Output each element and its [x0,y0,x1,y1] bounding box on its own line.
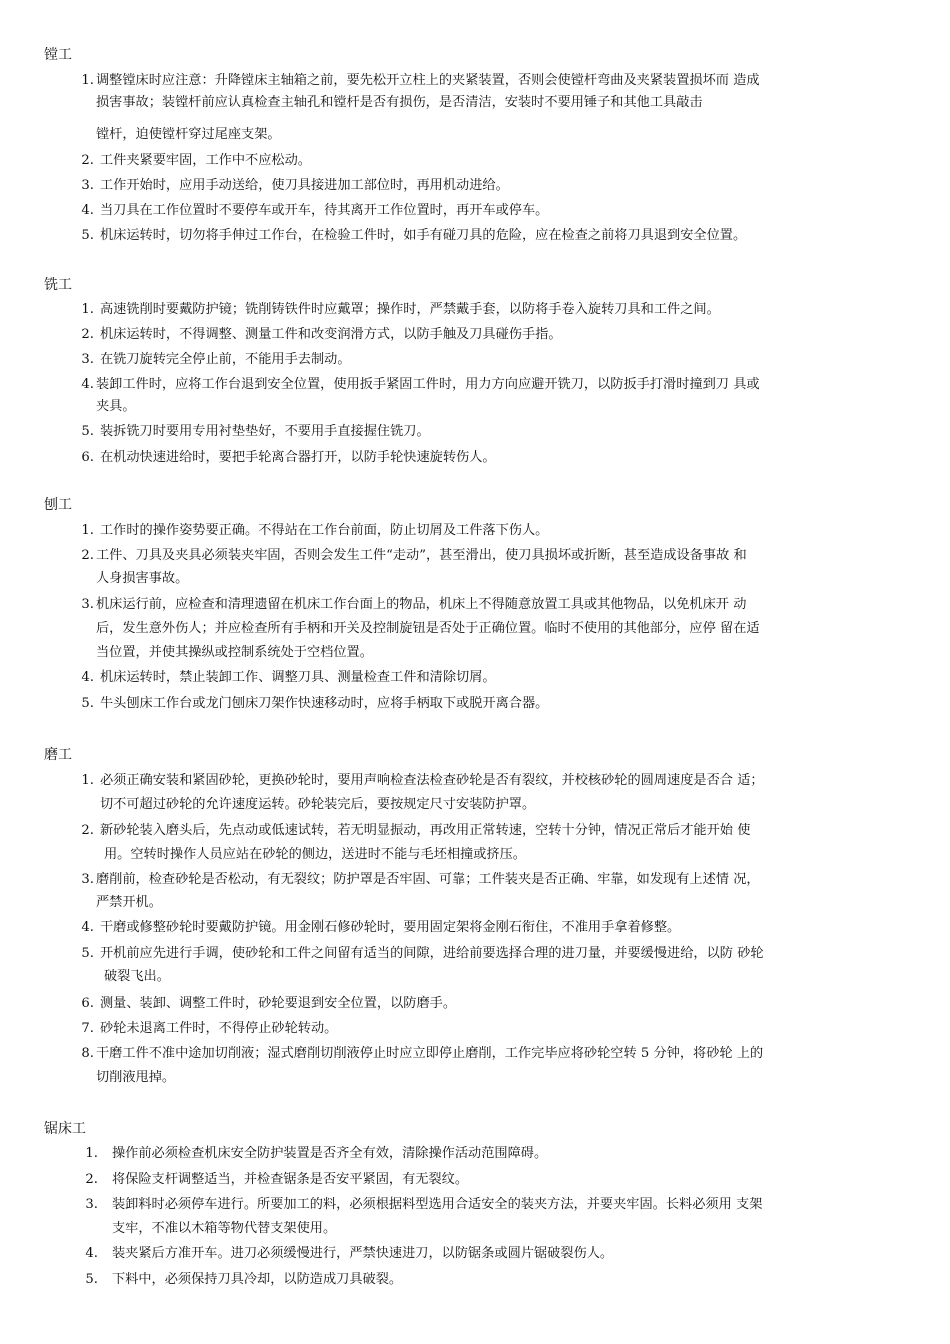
item-text-line: 破裂飞出。 [104,969,170,984]
item-text-line: 用。空转时操作人员应站在砂轮的侧边，送进时不能与毛坯相撞或挤压。 [104,847,526,862]
item-text-line: 在铣刀旋转完全停止前，不能用手去制动。 [100,352,351,367]
item-text-line: 镗杆，迫使镗杆穿过尾座支架。 [96,127,281,142]
item-text-line: 调整镗床时应注意：升降镗床主轴箱之前，要先松开立柱上的夹紧装置，否则会使镗杆弯曲及夹紧装置损坏而 造成 [96,73,760,88]
item-text-line: 装卸料时必须停车进行。所要加工的料，必须根据料型选用合适安全的装夹方法，并要夹牢固。长料必须用 支架 [112,1197,763,1212]
item-number: 2. [81,823,94,838]
item-number: 2. [81,327,94,342]
item-text-line: 工件夹紧要牢固，工作中不应松动。 [100,153,311,168]
item-text-line: 操作前必须检查机床安全防护装置是否齐全有效，清除操作活动范围障碍。 [112,1146,548,1161]
item-number: 5. [81,696,94,711]
item-text-line: 新砂轮装入磨头后，先点动或低速试转，若无明显振动，再改用正常转速，空转十分钟，情况正常后才能开始 使 [100,823,751,838]
item-text-line: 装卸工件时，应将工作台退到安全位置，使用扳手紧固工件时，用力方向应避开铣刀，以防扳手打滑时撞到刀 具或 [96,377,760,392]
item-number: 5. [85,1272,98,1287]
item-number: 3. [81,178,94,193]
item-text-line: 工作开始时，应用手动送给，使刀具接进加工部位时，再用机动进给。 [100,178,509,193]
item-number: 4. [81,203,94,218]
item-number: 3. [85,1197,98,1212]
item-text-line: 机床运转时，切勿将手伸过工作台，在检验工件时，如手有碰刀具的危险，应在检查之前将刀具退到安全位置。 [100,228,747,243]
item-text-line: 牛头刨床工作台或龙门刨床刀架作快速移动时，应将手柄取下或脱开离合器。 [100,696,549,711]
item-number: 1. [81,523,94,538]
item-number: 6. [81,996,94,1011]
item-number: 7. [81,1021,94,1036]
item-text-line: 工件、刀具及夹具必须装夹牢固，否则会发生工件“走动”，甚至滑出，使刀具损坏或折断，甚至造成设备事故 和 [96,548,747,563]
item-text-line: 当刀具在工作位置时不要停车或开车，待其离开工作位置时，再开车或停车。 [100,203,549,218]
item-text-line: 装夹紧后方准开车。进刀必须缓慢进行，严禁快速进刀，以防锯条或圆片锯破裂伤人。 [112,1246,614,1261]
item-number: 4. [81,670,94,685]
item-number: 2. [85,1172,98,1187]
item-number: 4. [81,920,94,935]
section-title: 刨工 [44,497,72,513]
item-text-line: 测量、装卸、调整工件时，砂轮要退到安全位置，以防磨手。 [100,996,457,1011]
section-title: 磨工 [44,747,72,763]
item-number: 2. [81,153,94,168]
item-number: 4. [85,1246,98,1261]
item-number: 2. [81,548,94,563]
item-text-line: 开机前应先进行手调，使砂轮和工件之间留有适当的间隙，进给前要选择合理的进刀量，并要缓慢进给，以防 砂轮 [100,946,764,961]
item-text-line: 机床运转时，不得调整、测量工件和改变润滑方式，以防手触及刀具碰伤手指。 [100,327,562,342]
item-number: 1. [81,773,94,788]
section-title: 镗工 [44,47,72,63]
item-text-line: 下料中，必须保持刀具冷却，以防造成刀具破裂。 [112,1272,403,1287]
item-text-line: 切削液甩掉。 [96,1070,176,1085]
item-text-line: 必须正确安装和紧固砂轮，更换砂轮时，要用声响检查法检查砂轮是否有裂纹，并校核砂轮的圆周速度是否合 适； [100,773,764,788]
item-number: 1. [81,73,94,88]
item-number: 3. [81,872,94,887]
item-text-line: 夹具。 [96,399,136,414]
item-text-line: 后，发生意外伤人；并应检查所有手柄和开关及控制旋钮是否处于正确位置。临时不使用的其他部分，应停 留在适 [96,621,760,636]
item-number: 5. [81,424,94,439]
item-text-line: 严禁开机。 [96,895,162,910]
item-text-line: 损害事故；装镗杆前应认真检查主轴孔和镗杆是否有损伤，是否清洁，安装时不要用锤子和其他工具敲击 [96,95,703,110]
item-text-line: 高速铣削时要戴防护镜；铣削铸铁件时应戴罩；操作时，严禁戴手套，以防将手卷入旋转刀具和工件之间。 [100,302,720,317]
item-number: 1. [81,302,94,317]
item-text-line: 砂轮未退离工件时，不得停止砂轮转动。 [100,1021,338,1036]
item-number: 5. [81,946,94,961]
section-title: 锯床工 [44,1121,86,1137]
item-number: 1. [85,1146,98,1161]
item-number: 4. [81,377,94,392]
item-number: 6. [81,450,94,465]
item-number: 3. [81,597,94,612]
item-text-line: 机床运转时，禁止装卸工作、调整刀具、测量检查工件和清除切屑。 [100,670,496,685]
section-title: 铣工 [44,277,72,293]
item-text-line: 磨削前，检查砂轮是否松动，有无裂纹；防护罩是否牢固、可靠；工件装夹是否正确、牢靠，如发现有上述情 况， [96,872,760,887]
item-text-line: 在机动快速进给时，要把手轮离合器打开，以防手轮快速旋转伤人。 [100,450,496,465]
item-text-line: 当位置，并使其操纵或控制系统处于空档位置。 [96,645,373,660]
item-text-line: 工作时的操作姿势要正确。不得站在工作台前面，防止切屑及工件落下伤人。 [100,523,549,538]
item-text-line: 切不可超过砂轮的允许速度运转。砂轮装完后，要按规定尺寸安装防护罩。 [100,797,536,812]
item-number: 5. [81,228,94,243]
item-text-line: 干磨或修整砂轮时要戴防护镜。用金刚石修砂轮时，要用固定架将金刚石衔住，不准用手拿着修整。 [100,920,681,935]
item-text-line: 装拆铣刀时要用专用衬垫垫好，不要用手直接握住铣刀。 [100,424,430,439]
item-number: 3. [81,352,94,367]
item-text-line: 机床运行前，应检查和清理遗留在机床工作台面上的物品，机床上不得随意放置工具或其他物品，以免机床开 动 [96,597,747,612]
item-text-line: 将保险支杆调整适当，并检查锯条是否安平紧固，有无裂纹。 [112,1172,469,1187]
item-text-line: 支牢，不准以木箱等物代替支架使用。 [112,1221,337,1236]
item-text-line: 干磨工件不准中途加切削液；湿式磨削切削液停止时应立即停止磨削，工作完毕应将砂轮空转 5 分钟，将砂轮 上的 [96,1046,764,1061]
item-number: 8. [81,1046,94,1061]
item-text-line: 人身损害事故。 [96,571,189,586]
